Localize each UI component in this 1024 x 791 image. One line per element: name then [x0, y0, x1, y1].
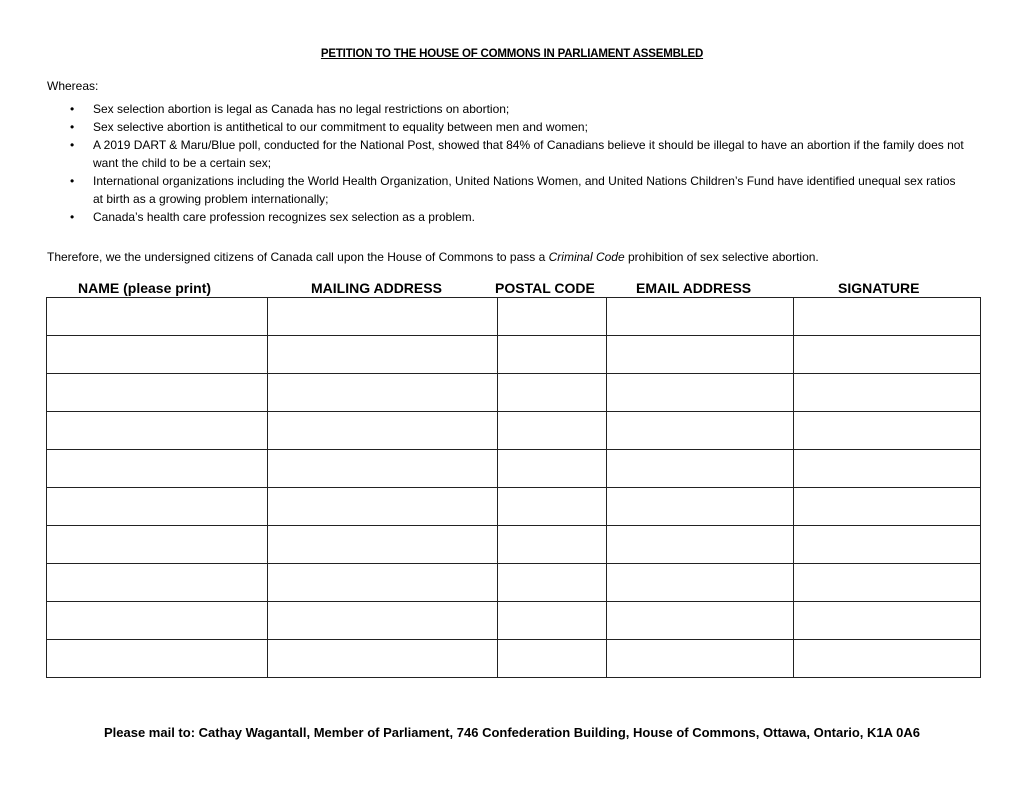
- name-cell[interactable]: [47, 488, 268, 526]
- mailing-address-cell[interactable]: [268, 336, 498, 374]
- table-row: [47, 374, 981, 412]
- header-mailing-address: MAILING ADDRESS: [311, 280, 442, 296]
- name-cell[interactable]: [47, 298, 268, 336]
- bullet-icon: •: [70, 174, 75, 188]
- postal-code-cell[interactable]: [498, 602, 607, 640]
- postal-code-cell[interactable]: [498, 640, 607, 678]
- criminal-code-italic: Criminal Code: [548, 250, 625, 264]
- mailing-address-cell[interactable]: [268, 450, 498, 488]
- name-cell[interactable]: [47, 374, 268, 412]
- email-address-cell[interactable]: [607, 298, 794, 336]
- whereas-list: [47, 100, 967, 226]
- table-row: [47, 450, 981, 488]
- name-cell[interactable]: [47, 526, 268, 564]
- whereas-item: • International organizations including the World Health Organization, United Nations Women, and United Nations Children’s Fund have identified unequal sex ratios at birth as a growing problem internationally;: [70, 174, 956, 206]
- header-email-address: EMAIL ADDRESS: [636, 280, 752, 296]
- name-cell[interactable]: [47, 602, 268, 640]
- email-address-cell[interactable]: [607, 564, 794, 602]
- bullet-icon: •: [70, 120, 75, 134]
- signature-table: [46, 297, 981, 678]
- name-cell[interactable]: [47, 412, 268, 450]
- postal-code-cell[interactable]: [498, 564, 607, 602]
- table-row: [47, 336, 981, 374]
- signature-cell[interactable]: [794, 412, 981, 450]
- header-name: NAME (please print): [78, 280, 212, 296]
- email-address-cell[interactable]: [607, 412, 794, 450]
- postal-code-cell[interactable]: [498, 526, 607, 564]
- email-address-cell[interactable]: [607, 526, 794, 564]
- postal-code-cell[interactable]: [498, 336, 607, 374]
- header-signature: SIGNATURE: [838, 280, 920, 296]
- signature-cell[interactable]: [794, 374, 981, 412]
- whereas-item: • Canada’s health care profession recognizes sex selection as a problem.: [70, 210, 475, 224]
- name-cell[interactable]: [47, 640, 268, 678]
- postal-code-cell[interactable]: [498, 488, 607, 526]
- bullet-icon: •: [70, 138, 75, 152]
- bullet-icon: •: [70, 102, 75, 116]
- mailing-address-cell[interactable]: [268, 374, 498, 412]
- table-headers: [46, 280, 980, 298]
- mailing-address-cell[interactable]: [268, 298, 498, 336]
- signature-cell[interactable]: [794, 336, 981, 374]
- name-cell[interactable]: [47, 564, 268, 602]
- signature-cell[interactable]: [794, 564, 981, 602]
- mailing-address-cell[interactable]: [268, 564, 498, 602]
- email-address-cell[interactable]: [607, 602, 794, 640]
- signature-cell[interactable]: [794, 298, 981, 336]
- bullet-icon: •: [70, 210, 75, 224]
- table-row: [47, 640, 981, 678]
- signature-cell[interactable]: [794, 488, 981, 526]
- whereas-item: • Sex selective abortion is antithetical to our commitment to equality between men and women;: [70, 120, 588, 134]
- whereas-label: Whereas:: [47, 79, 99, 93]
- mailing-address-cell[interactable]: [268, 526, 498, 564]
- postal-code-cell[interactable]: [498, 450, 607, 488]
- email-address-cell[interactable]: [607, 488, 794, 526]
- email-address-cell[interactable]: [607, 374, 794, 412]
- header-postal-code: POSTAL CODE: [495, 280, 595, 296]
- table-row: [47, 488, 981, 526]
- whereas-item: • Sex selection abortion is legal as Canada has no legal restrictions on abortion;: [70, 102, 510, 116]
- table-row: [47, 564, 981, 602]
- table-row: [47, 412, 981, 450]
- table-row: [47, 298, 981, 336]
- mailing-instructions: Please mail to: Cathay Wagantall, Member of Parliament, 746 Confederation Building, House of Commons, Ottawa, Ontario, K1A 0A6: [103, 725, 921, 740]
- whereas-item: • A 2019 DART & Maru/Blue poll, conducted for the National Post, showed that 84% of Canadians believe it should be illegal to have an abortion if the family does not want the child to be a certain sex;: [70, 138, 964, 170]
- email-address-cell[interactable]: [607, 640, 794, 678]
- mailing-address-cell[interactable]: [268, 640, 498, 678]
- signature-cell[interactable]: [794, 640, 981, 678]
- postal-code-cell[interactable]: [498, 298, 607, 336]
- therefore-statement: Therefore, we the undersigned citizens of Canada call upon the House of Commons to pass a Criminal Code prohibition of sex selective abortion.: [47, 250, 819, 264]
- name-cell[interactable]: [47, 336, 268, 374]
- email-address-cell[interactable]: [607, 336, 794, 374]
- signature-cell[interactable]: [794, 526, 981, 564]
- postal-code-cell[interactable]: [498, 374, 607, 412]
- table-row: [47, 602, 981, 640]
- signature-cell[interactable]: [794, 450, 981, 488]
- petition-title: PETITION TO THE HOUSE OF COMMONS IN PARLIAMENT ASSEMBLED: [320, 48, 704, 60]
- mailing-address-cell[interactable]: [268, 602, 498, 640]
- signature-cell[interactable]: [794, 602, 981, 640]
- email-address-cell[interactable]: [607, 450, 794, 488]
- mailing-address-cell[interactable]: [268, 412, 498, 450]
- table-row: [47, 526, 981, 564]
- mailing-address-cell[interactable]: [268, 488, 498, 526]
- postal-code-cell[interactable]: [498, 412, 607, 450]
- name-cell[interactable]: [47, 450, 268, 488]
